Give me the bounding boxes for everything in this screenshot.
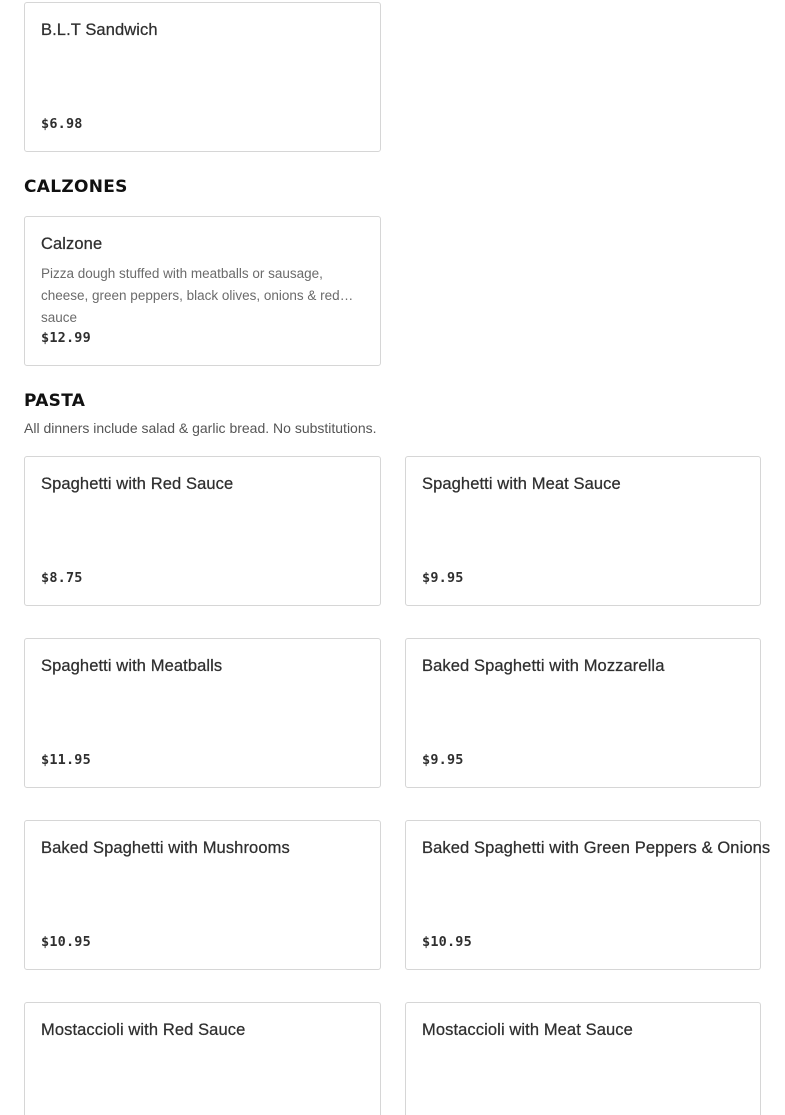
item-name: Baked Spaghetti with Mozzarella bbox=[422, 657, 665, 675]
item-name: Mostaccioli with Red Sauce bbox=[41, 1021, 246, 1039]
item-name: Baked Spaghetti with Mushrooms bbox=[41, 839, 290, 857]
item-price: $10.95 bbox=[422, 934, 472, 950]
item-price: $11.95 bbox=[41, 752, 91, 768]
item-name: Spaghetti with Meat Sauce bbox=[422, 475, 621, 493]
section-title-calzones: CALZONES bbox=[24, 177, 128, 197]
menu-item-card[interactable] bbox=[24, 2, 381, 152]
item-name: Mostaccioli with Meat Sauce bbox=[422, 1021, 633, 1039]
menu-item-card[interactable] bbox=[24, 456, 381, 606]
item-price: $8.75 bbox=[41, 570, 83, 586]
item-price: $10.95 bbox=[41, 934, 91, 950]
menu-item-card[interactable] bbox=[405, 638, 761, 788]
menu-item-card[interactable] bbox=[405, 456, 761, 606]
item-price: $9.95 bbox=[422, 752, 464, 768]
item-price: $12.99 bbox=[41, 330, 91, 346]
menu-item-card[interactable] bbox=[24, 638, 381, 788]
menu-item-card[interactable] bbox=[24, 216, 381, 366]
item-description: Pizza dough stuffed with meatballs or sausage, cheese, green peppers, black olives, onions & red sauce bbox=[41, 266, 340, 325]
item-price: $9.95 bbox=[422, 570, 464, 586]
item-name: Spaghetti with Red Sauce bbox=[41, 475, 234, 493]
item-price: $6.98 bbox=[41, 116, 83, 132]
section-note: All dinners include salad & garlic bread. No substitutions. bbox=[24, 420, 377, 436]
item-name: Baked Spaghetti with Green Peppers & Onions bbox=[422, 839, 771, 857]
item-name: Calzone bbox=[41, 235, 103, 253]
menu-item-card[interactable] bbox=[405, 820, 771, 970]
item-name: Spaghetti with Meatballs bbox=[41, 657, 223, 675]
section-title-pasta: PASTA bbox=[24, 391, 86, 411]
item-name: B.L.T Sandwich bbox=[41, 21, 158, 39]
menu-item-card[interactable] bbox=[24, 820, 381, 970]
menu-item-card[interactable] bbox=[24, 1002, 381, 1115]
menu-item-card[interactable] bbox=[405, 1002, 761, 1115]
